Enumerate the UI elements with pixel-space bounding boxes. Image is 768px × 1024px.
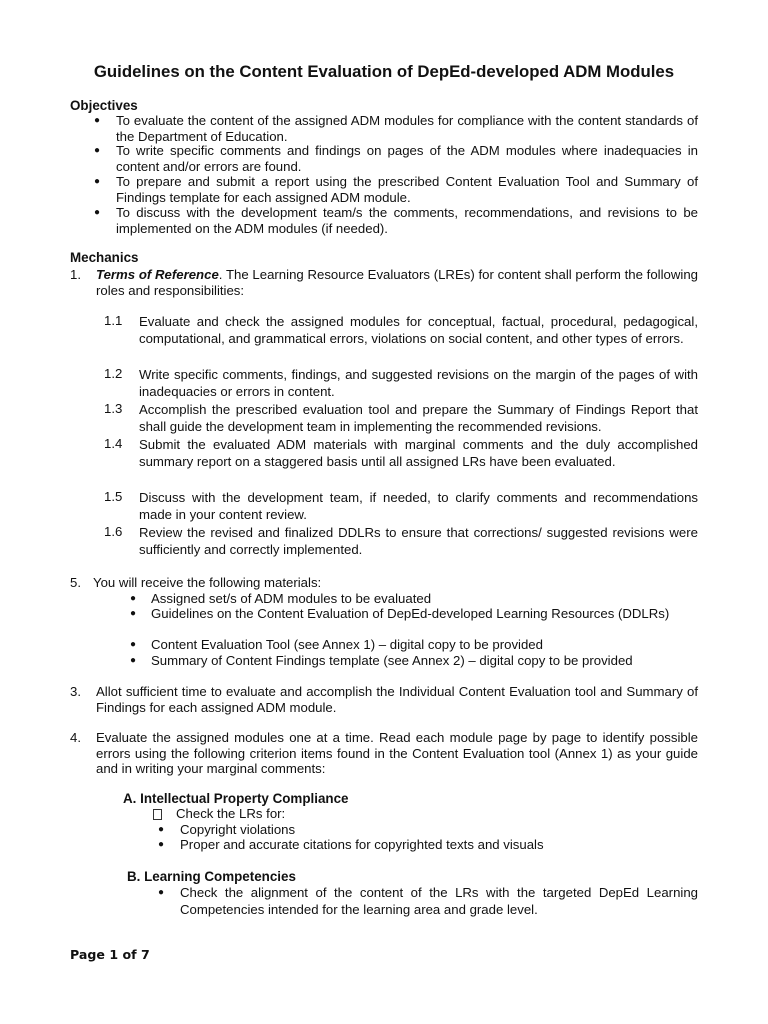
bullet-icon: ● [158, 887, 165, 898]
role-number: 1.1 [104, 313, 123, 328]
material-item: Guidelines on the Content Evaluation of DepEd-developed Learning Resources (DDLRs) [151, 606, 670, 621]
bullet-icon: ● [94, 176, 101, 187]
section-a-heading: A. Intellectual Property Compliance [123, 791, 349, 806]
page-number: Page 1 of 7 [70, 947, 150, 962]
bullet-icon: ● [94, 207, 101, 218]
bullet-icon: ● [130, 655, 137, 666]
section-b-heading: B. Learning Competencies [127, 869, 296, 884]
item-number: 4. [70, 730, 81, 745]
materials-intro: You will receive the following materials: [93, 575, 322, 590]
role-item: Submit the evaluated ADM materials with marginal comments and the duly accomplished summary report on a staggered basis until all assigned LRs have been evaluated. [139, 437, 698, 470]
mechanics-heading: Mechanics [70, 250, 139, 265]
role-number: 1.6 [104, 524, 123, 539]
bullet-icon: ● [158, 839, 165, 850]
item-number: 5. [70, 575, 81, 590]
objectives-heading: Objectives [70, 98, 138, 113]
objective-item: To prepare and submit a report using the prescribed Content Evaluation Tool and Summary of Findings template for each assigned ADM module. [116, 174, 698, 205]
section-a-lead: Check the LRs for: [176, 806, 286, 821]
material-item: Assigned set/s of ADM modules to be evaluated [151, 591, 432, 606]
role-number: 1.4 [104, 436, 123, 451]
terms-of-reference [96, 267, 698, 298]
bullet-icon: ● [130, 639, 137, 650]
section-a-item: Proper and accurate citations for copyrighted texts and visuals [180, 837, 544, 852]
bullet-icon: ● [130, 593, 137, 604]
material-item: Content Evaluation Tool (see Annex 1) – digital copy to be provided [151, 637, 543, 652]
objective-item: To evaluate the content of the assigned ADM modules for compliance with the content standards of the Department of Education. [116, 113, 698, 144]
checkbox-icon [153, 809, 162, 820]
material-item: Summary of Content Findings template (see Annex 2) – digital copy to be provided [151, 653, 633, 668]
bullet-icon: ● [158, 824, 165, 835]
page-title: Guidelines on the Content Evaluation of DepEd-developed ADM Modules [93, 62, 675, 81]
bullet-icon: ● [94, 145, 101, 156]
evaluate-modules-text: Evaluate the assigned modules one at a time. Read each module page by page to identify possible errors using the following criterion items found in the Content Evaluation tool (Annex 1) as your guide and in writing your marginal comments: [96, 730, 698, 777]
role-item: Evaluate and check the assigned modules for conceptual, factual, procedural, pedagogical, computational, and grammatical errors, violations on social content, and other types of errors. [139, 314, 698, 347]
bullet-icon: ● [130, 608, 137, 619]
role-item: Write specific comments, findings, and suggested revisions on the margin of the pages of with inadequacies or errors in content. [139, 367, 698, 400]
terms-of-reference-text: . The Learning Resource Evaluators (LREs) for content shall perform the following roles and responsibilities: [96, 267, 698, 298]
role-item: Review the revised and finalized DDLRs to ensure that corrections/ suggested revisions were sufficiently and correctly implemented. [139, 525, 698, 558]
role-number: 1.2 [104, 366, 123, 381]
role-item: Accomplish the prescribed evaluation tool and prepare the Summary of Findings Report that shall guide the development team in implementing the recommended revisions. [139, 402, 698, 435]
section-a-item: Copyright violations [180, 822, 296, 837]
terms-of-reference-lead: Terms of Reference [96, 267, 219, 282]
role-item: Discuss with the development team, if needed, to clarify comments and recommendations made in your content review. [139, 490, 698, 523]
section-b-item: Check the alignment of the content of the LRs with the targeted DepEd Learning Competencies intended for the learning area and grade level. [180, 885, 698, 917]
allot-time-text: Allot sufficient time to evaluate and accomplish the Individual Content Evaluation tool and Summary of Findings for each assigned ADM module. [96, 684, 698, 715]
role-number: 1.3 [104, 401, 123, 416]
item-number: 1. [70, 267, 81, 282]
objective-item: To discuss with the development team/s the comments, recommendations, and revisions to be implemented on the ADM modules (if needed). [116, 205, 698, 236]
item-number: 3. [70, 684, 81, 699]
objective-item: To write specific comments and findings on pages of the ADM modules where inadequacies in content and/or errors are found. [116, 143, 698, 174]
bullet-icon: ● [94, 115, 101, 126]
role-number: 1.5 [104, 489, 123, 504]
